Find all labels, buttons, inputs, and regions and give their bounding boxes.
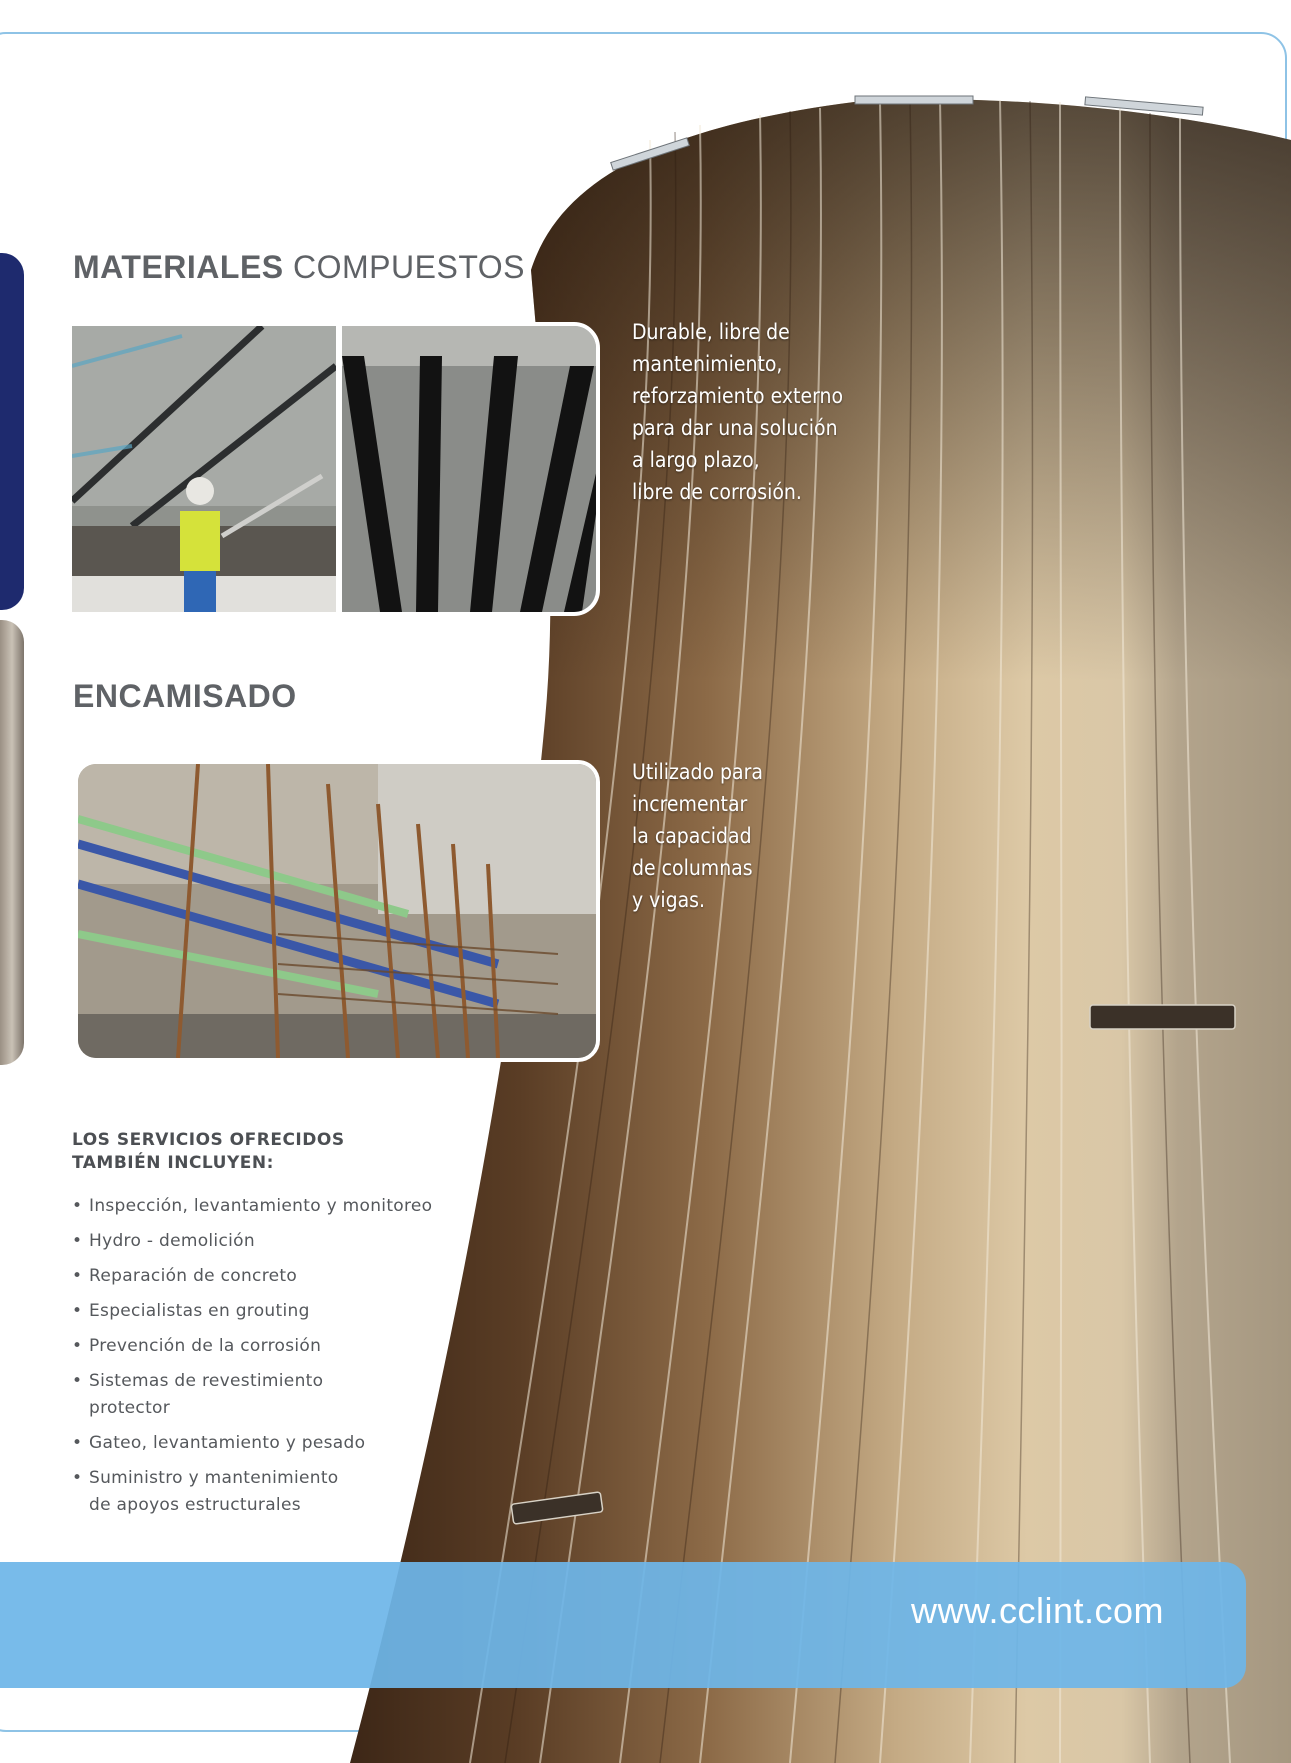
composites-section-title <box>73 249 525 286</box>
services-heading: LOS SERVICIOS OFRECIDOS TAMBIÉN INCLUYEN: <box>72 1130 345 1173</box>
service-item: • Gateo, levantamiento y pesado <box>72 1430 492 1457</box>
service-item: • Inspección, levantamiento y monitoreo <box>72 1193 492 1220</box>
composites-title-light: COMPUESTOS <box>293 249 526 285</box>
service-item: • Suministro y mantenimiento de apoyos estructurales <box>72 1465 492 1519</box>
ceiling-worker-photo <box>72 326 336 612</box>
footer-band <box>0 1562 1246 1688</box>
left-edge-navy-tab <box>0 253 24 610</box>
jacketing-title-bold: ENCAMISADO <box>73 678 297 714</box>
bullet-icon: • <box>72 1433 83 1453</box>
bullet-icon: • <box>72 1371 83 1391</box>
bullet-icon: • <box>72 1468 83 1488</box>
service-item: • Especialistas en grouting <box>72 1298 492 1325</box>
services-list <box>72 1193 492 1527</box>
bullet-icon: • <box>72 1301 83 1321</box>
website-link[interactable]: www.cclint.com <box>910 1590 1164 1631</box>
rebar-scaffolding-photo <box>78 764 596 1058</box>
service-item: • Sistemas de revestimiento protector <box>72 1368 492 1422</box>
service-item: • Reparación de concreto <box>72 1263 492 1290</box>
jacketing-section-title <box>73 678 297 715</box>
composites-description: Durable, libre de mantenimiento, reforzamiento externo para dar una solución a largo plazo, libre de corrosión. <box>632 320 843 504</box>
service-item: • Hydro - demolición <box>72 1228 492 1255</box>
bullet-icon: • <box>72 1266 83 1286</box>
jacketing-photo-frame <box>74 760 600 1062</box>
left-edge-photo-fragment <box>0 620 24 1065</box>
composites-title-bold: MATERIALES <box>73 249 284 285</box>
bullet-icon: • <box>72 1336 83 1356</box>
jacketing-description: Utilizado para incrementar la capacidad de columnas y vigas. <box>632 760 763 912</box>
bullet-icon: • <box>72 1231 83 1251</box>
carbon-fiber-strips-photo <box>342 326 600 612</box>
bullet-icon: • <box>72 1196 83 1216</box>
service-item: • Prevención de la corrosión <box>72 1333 492 1360</box>
composites-photo-group <box>68 322 600 616</box>
